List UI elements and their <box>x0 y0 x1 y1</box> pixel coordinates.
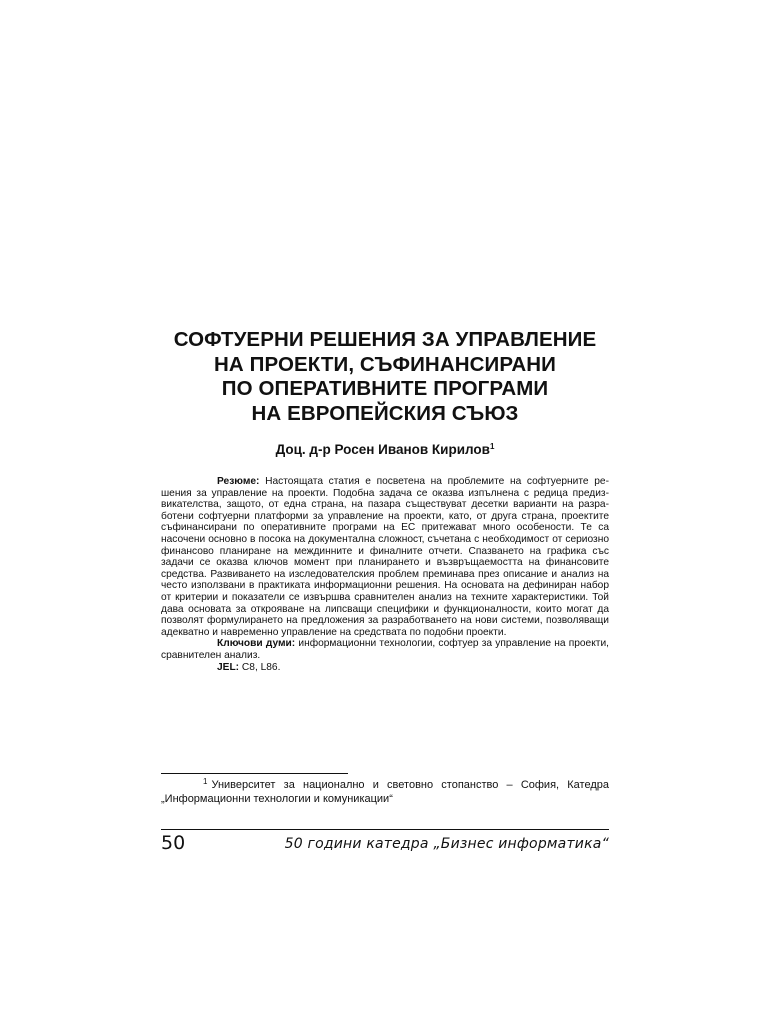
footnote-mark: 1 <box>203 777 208 786</box>
abstract-text: Настоящата статия е посветена на проблемите на софтуерните решения за управление на проекти. Подобна задача се оказва изпълнена с редица предизвикателства, защото, от една страна, на пазара съществуват десетки варианти на разработени софтуерни платформи за управление на проекти, като, от друга страна, проектите съфинансирани по оперативните програми на ЕС притежават много особености. Те са насочени основно в посока на документална сложност, съчетана с необходимост от сериозно финансово планиране на междинните и финалните отчети. Спазването на графика със задачи се оказва ключов момент при планирането и възвръщаемостта на финансовите средства. Развиването на изследователския проблем преминава през описание и анализ на често използвани в практиката информационни решения. На основата на дефиниран набор от критерии и показатели се извършва сравнителен анализ на техните характеристики. Той дава основата за открояване на липсващи специфики и функционалности, които могат да позволят формулирането на предложения за разработването на нови системи, позволяващи адекватно и навременно управление на средствата по подобни проекти. <box>161 476 609 638</box>
footnote-paragraph <box>161 778 609 806</box>
page-number: 50 <box>161 832 186 854</box>
title-line: НА ПРОЕКТИ, СЪФИНАНСИРАНИ <box>214 352 556 376</box>
jel-label: JEL: <box>217 661 240 673</box>
abstract-paragraph <box>161 476 609 638</box>
author-footnote-mark: 1 <box>489 442 495 451</box>
jel-paragraph <box>161 662 609 674</box>
title-line: СОФТУЕРНИ РЕШЕНИЯ ЗА УПРАВЛЕНИЕ <box>173 328 597 351</box>
author-line <box>160 442 610 458</box>
keywords-text: информационни технологии, софтуер за управление на проекти, сравнителен анализ. <box>161 638 609 661</box>
abstract-block <box>161 476 609 673</box>
jel-text: C8, L86. <box>241 661 281 673</box>
footnote <box>161 778 609 806</box>
abstract-label: Резюме: <box>217 476 260 487</box>
title-line: ПО ОПЕРАТИВНИТЕ ПРОГРАМИ <box>221 377 549 400</box>
keywords-label: Ключови думи: <box>217 638 296 650</box>
article-title <box>160 328 610 426</box>
title-line: НА ЕВРОПЕЙСКИЯ СЪЮЗ <box>251 401 519 425</box>
footer-rule <box>161 829 609 830</box>
keywords-paragraph <box>161 638 609 661</box>
author-name: Доц. д-р Росен Иванов Кирилов <box>275 442 490 457</box>
footnote-separator <box>161 773 348 774</box>
running-title: 50 години катедра „Бизнес информатика“ <box>284 836 609 852</box>
footnote-text: Университет за национално и световно стопанство – София, Катедра „Информационни технологии и комуникации“ <box>161 779 609 805</box>
